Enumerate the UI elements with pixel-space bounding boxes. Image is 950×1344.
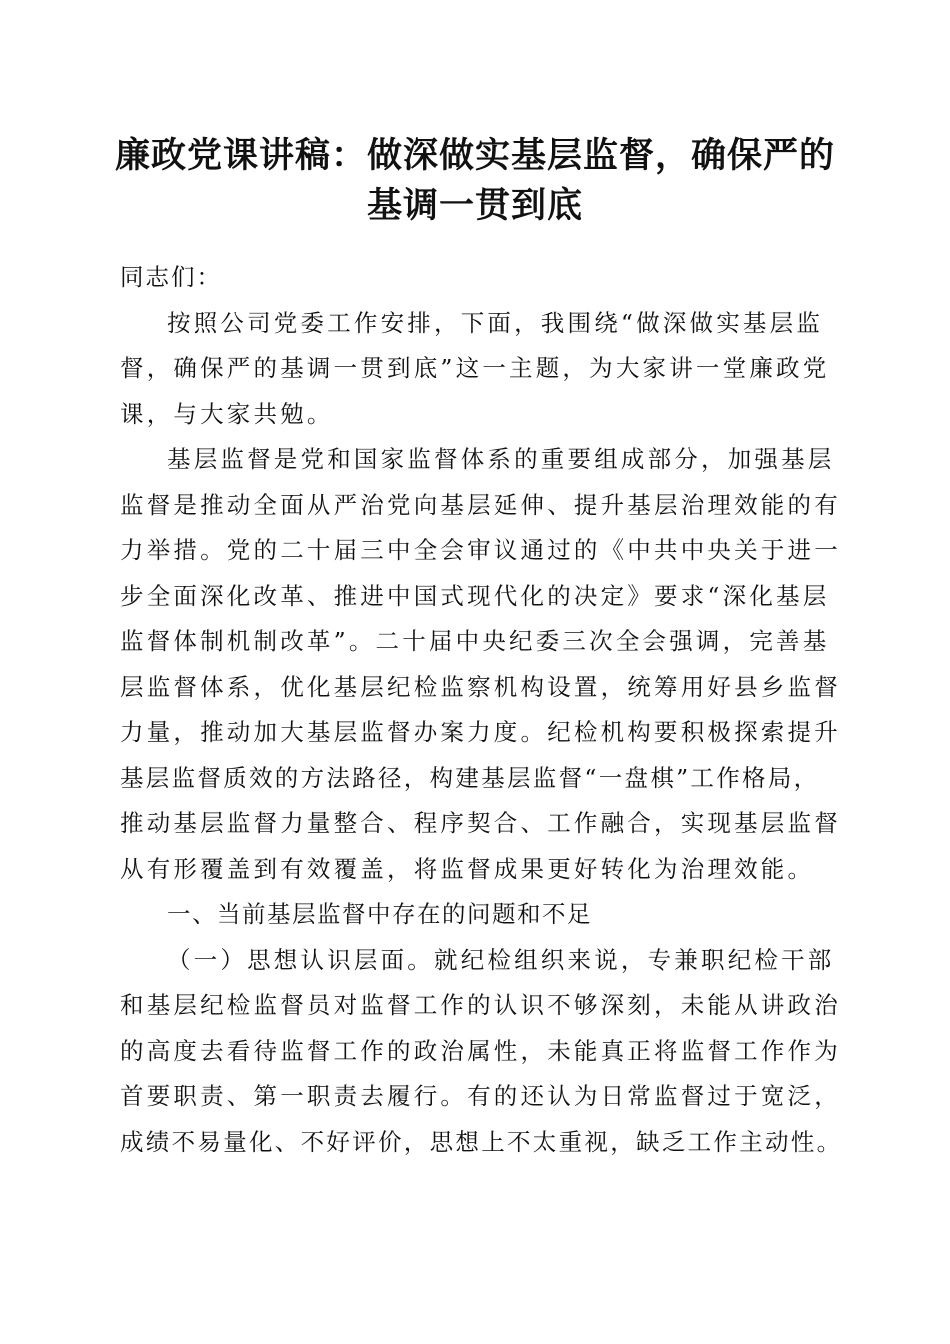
salutation: 同志们： — [120, 263, 222, 291]
paragraph-line: 步全面深化改革、推进中国式现代化的决定》要求“深化基层 — [120, 581, 830, 610]
paragraph-line: 基层监督质效的方法路径，构建基层监督“一盘棋”工作格局， — [120, 763, 820, 792]
paragraph-thought-awareness — [120, 938, 843, 1166]
paragraph-line: 基层监督是党和国家监督体系的重要组成部分，加强基层 — [167, 445, 835, 473]
paragraph-line: 力举措。党的二十届三中全会审议通过的《中共中央关于进一 — [120, 536, 841, 564]
paragraph-line: 按照公司党委工作安排，下面，我围绕“做深做实基层监 — [167, 308, 824, 337]
section-heading: 一、当前基层监督中存在的问题和不足 — [167, 900, 592, 928]
paragraph-intro — [120, 301, 835, 438]
paragraph-background — [120, 437, 841, 892]
paragraph-line: 力量，推动加大基层监督办案力度。纪检机构要积极探索提升 — [120, 718, 841, 746]
paragraph-line: 的高度去看待监督工作的政治属性，未能真正将监督工作作为 — [120, 1036, 841, 1065]
paragraph-line: 层监督体系，优化基层纪检监察机构设置，统筹用好县乡监督 — [120, 672, 841, 701]
paragraph-line: 督，确保严的基调一贯到底”这一主题，为大家讲一堂廉政党 — [120, 354, 830, 382]
document-body — [120, 255, 843, 1165]
paragraph-line: 成绩不易量化、不好评价，思想上不太重视，缺乏工作主动性。 — [120, 1127, 843, 1156]
paragraph-line: 监督体制机制改革”。二十届中央纪委三次全会强调，完善基 — [120, 627, 830, 655]
sub-paragraph-first-line: 就纪检组织来说，专兼职纪检干部 — [434, 945, 835, 974]
paragraph-line — [120, 938, 835, 984]
paragraph-line: 推动基层监督力量整合、程序契合、工作融合，实现基层监督 — [120, 809, 841, 837]
title-line-2: 基调一贯到底 — [366, 186, 583, 226]
title-line-1: 廉政党课讲稿：做深做实基层监督，确保严的 — [114, 136, 835, 176]
paragraph-line: 从有形覆盖到有效覆盖，将监督成果更好转化为治理效能。 — [120, 854, 815, 883]
paragraph-line: 监督是推动全面从严治党向基层延伸、提升基层治理效能的有 — [120, 490, 841, 519]
paragraph-line: 课，与大家共勉。 — [120, 399, 334, 428]
paragraph-line: 和基层纪检监督员对监督工作的认识不够深刻，未能从讲政治 — [120, 991, 841, 1019]
sub-heading: （一）思想认识层面。 — [167, 945, 434, 974]
paragraph-line: 首要职责、第一职责去履行。有的还认为日常监督过于宽泛， — [120, 1082, 841, 1110]
document-title — [100, 131, 850, 231]
